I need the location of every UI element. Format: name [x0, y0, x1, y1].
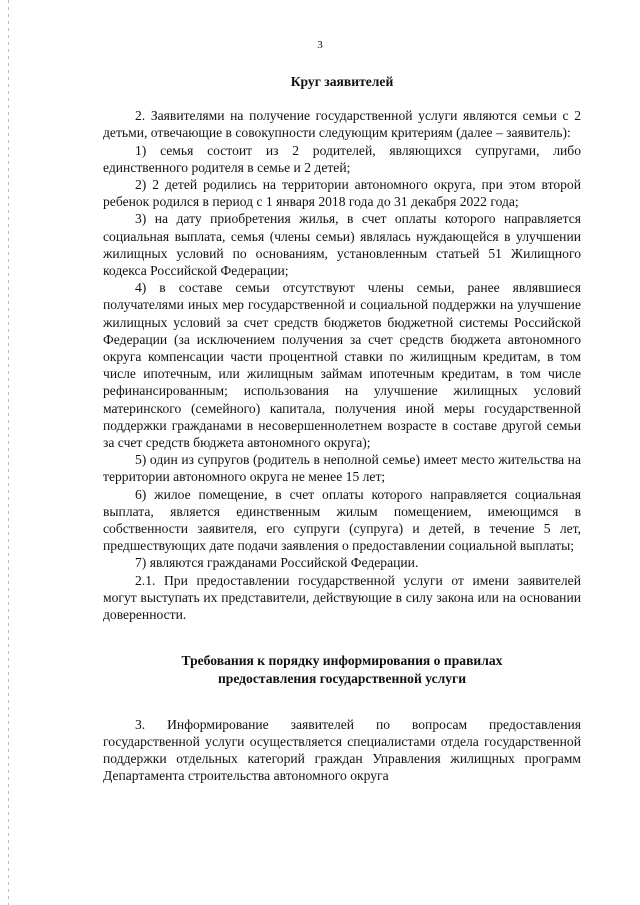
paragraph-criterion-6: 6) жилое помещение, в счет оплаты которого направляется социальная выплата, является единственным жилым помещением, имеющимся в собственности заявителя, его супруги (супруга) и детей, в течение 5 лет, предшествующих дате подачи заявления о предоставлении социальной выплаты;	[103, 486, 581, 554]
paragraph-criterion-5: 5) один из супругов (родитель в неполной семье) имеет место жительства на территории автономного округа не менее 15 лет;	[103, 452, 581, 485]
paragraph-3: 3. Информирование заявителей по вопросам предоставления государственной услуги осуществляется специалистами отдела государственной поддержки отдельных категорий граждан Управления жилищных программ Департамента строительства автономного округа	[103, 716, 581, 784]
paragraph-criterion-4: 4) в составе семьи отсутствуют члены семьи, ранее являвшиеся получателями иных мер государственной и социальной поддержки на улучшение жилищных условий за счет средств бюджетов бюджетной системы Российской Федерации (за исключением получения за счет средств бюджета автономного округа компенсации части процентной ставки по жилищным кредитам, в том числе ипотечным, или жилищным займам ипотечным кредитам, в том числе рефинансированным; использования на улучшение жилищных условий материнского (семейного) капитала, получения иной меры государственной поддержки гражданами в несовершеннолетнем возрасте в составе другой семьи за счет средств бюджета автономного округа);	[103, 280, 581, 451]
paragraph-2-1: 2.1. При предоставлении государственной услуги от имени заявителей могут выступать их представители, действующие в силу закона или на основании доверенности.	[103, 572, 581, 623]
paragraph-criterion-1: 1) семья состоит из 2 родителей, являющихся супругами, либо единственного родителя в семье и 2 детей;	[103, 142, 581, 175]
section-heading-informing	[103, 652, 581, 686]
section-heading-applicants: Круг заявителей	[290, 74, 394, 89]
document-body	[103, 73, 581, 785]
paragraph-criterion-3: 3) на дату приобретения жилья, в счет оплаты которого направляется социальная выплата, семья (члены семьи) являлась нуждающейся в улучшении жилищных условий по основаниям, установленным статьей 51 Жилищного кодекса Российской Федерации;	[103, 211, 581, 279]
section-heading-line-2: предоставления государственной услуги	[217, 670, 467, 686]
page-number: 3	[317, 39, 323, 51]
paragraph-criterion-7: 7) являются гражданами Российской Федерации.	[135, 555, 419, 571]
section-heading-line-1: Требования к порядку информирования о правилах	[181, 653, 503, 669]
paragraph-2: 2. Заявителями на получение государственной услуги являются семьи с 2 детьми, отвечающие в совокупности следующим критериям (далее – заявитель):	[103, 108, 581, 141]
paragraph-criterion-2: 2) 2 детей родились на территории автономного округа, при этом второй ребенок родился в период с 1 января 2018 года до 31 декабря 2022 года;	[103, 177, 581, 210]
